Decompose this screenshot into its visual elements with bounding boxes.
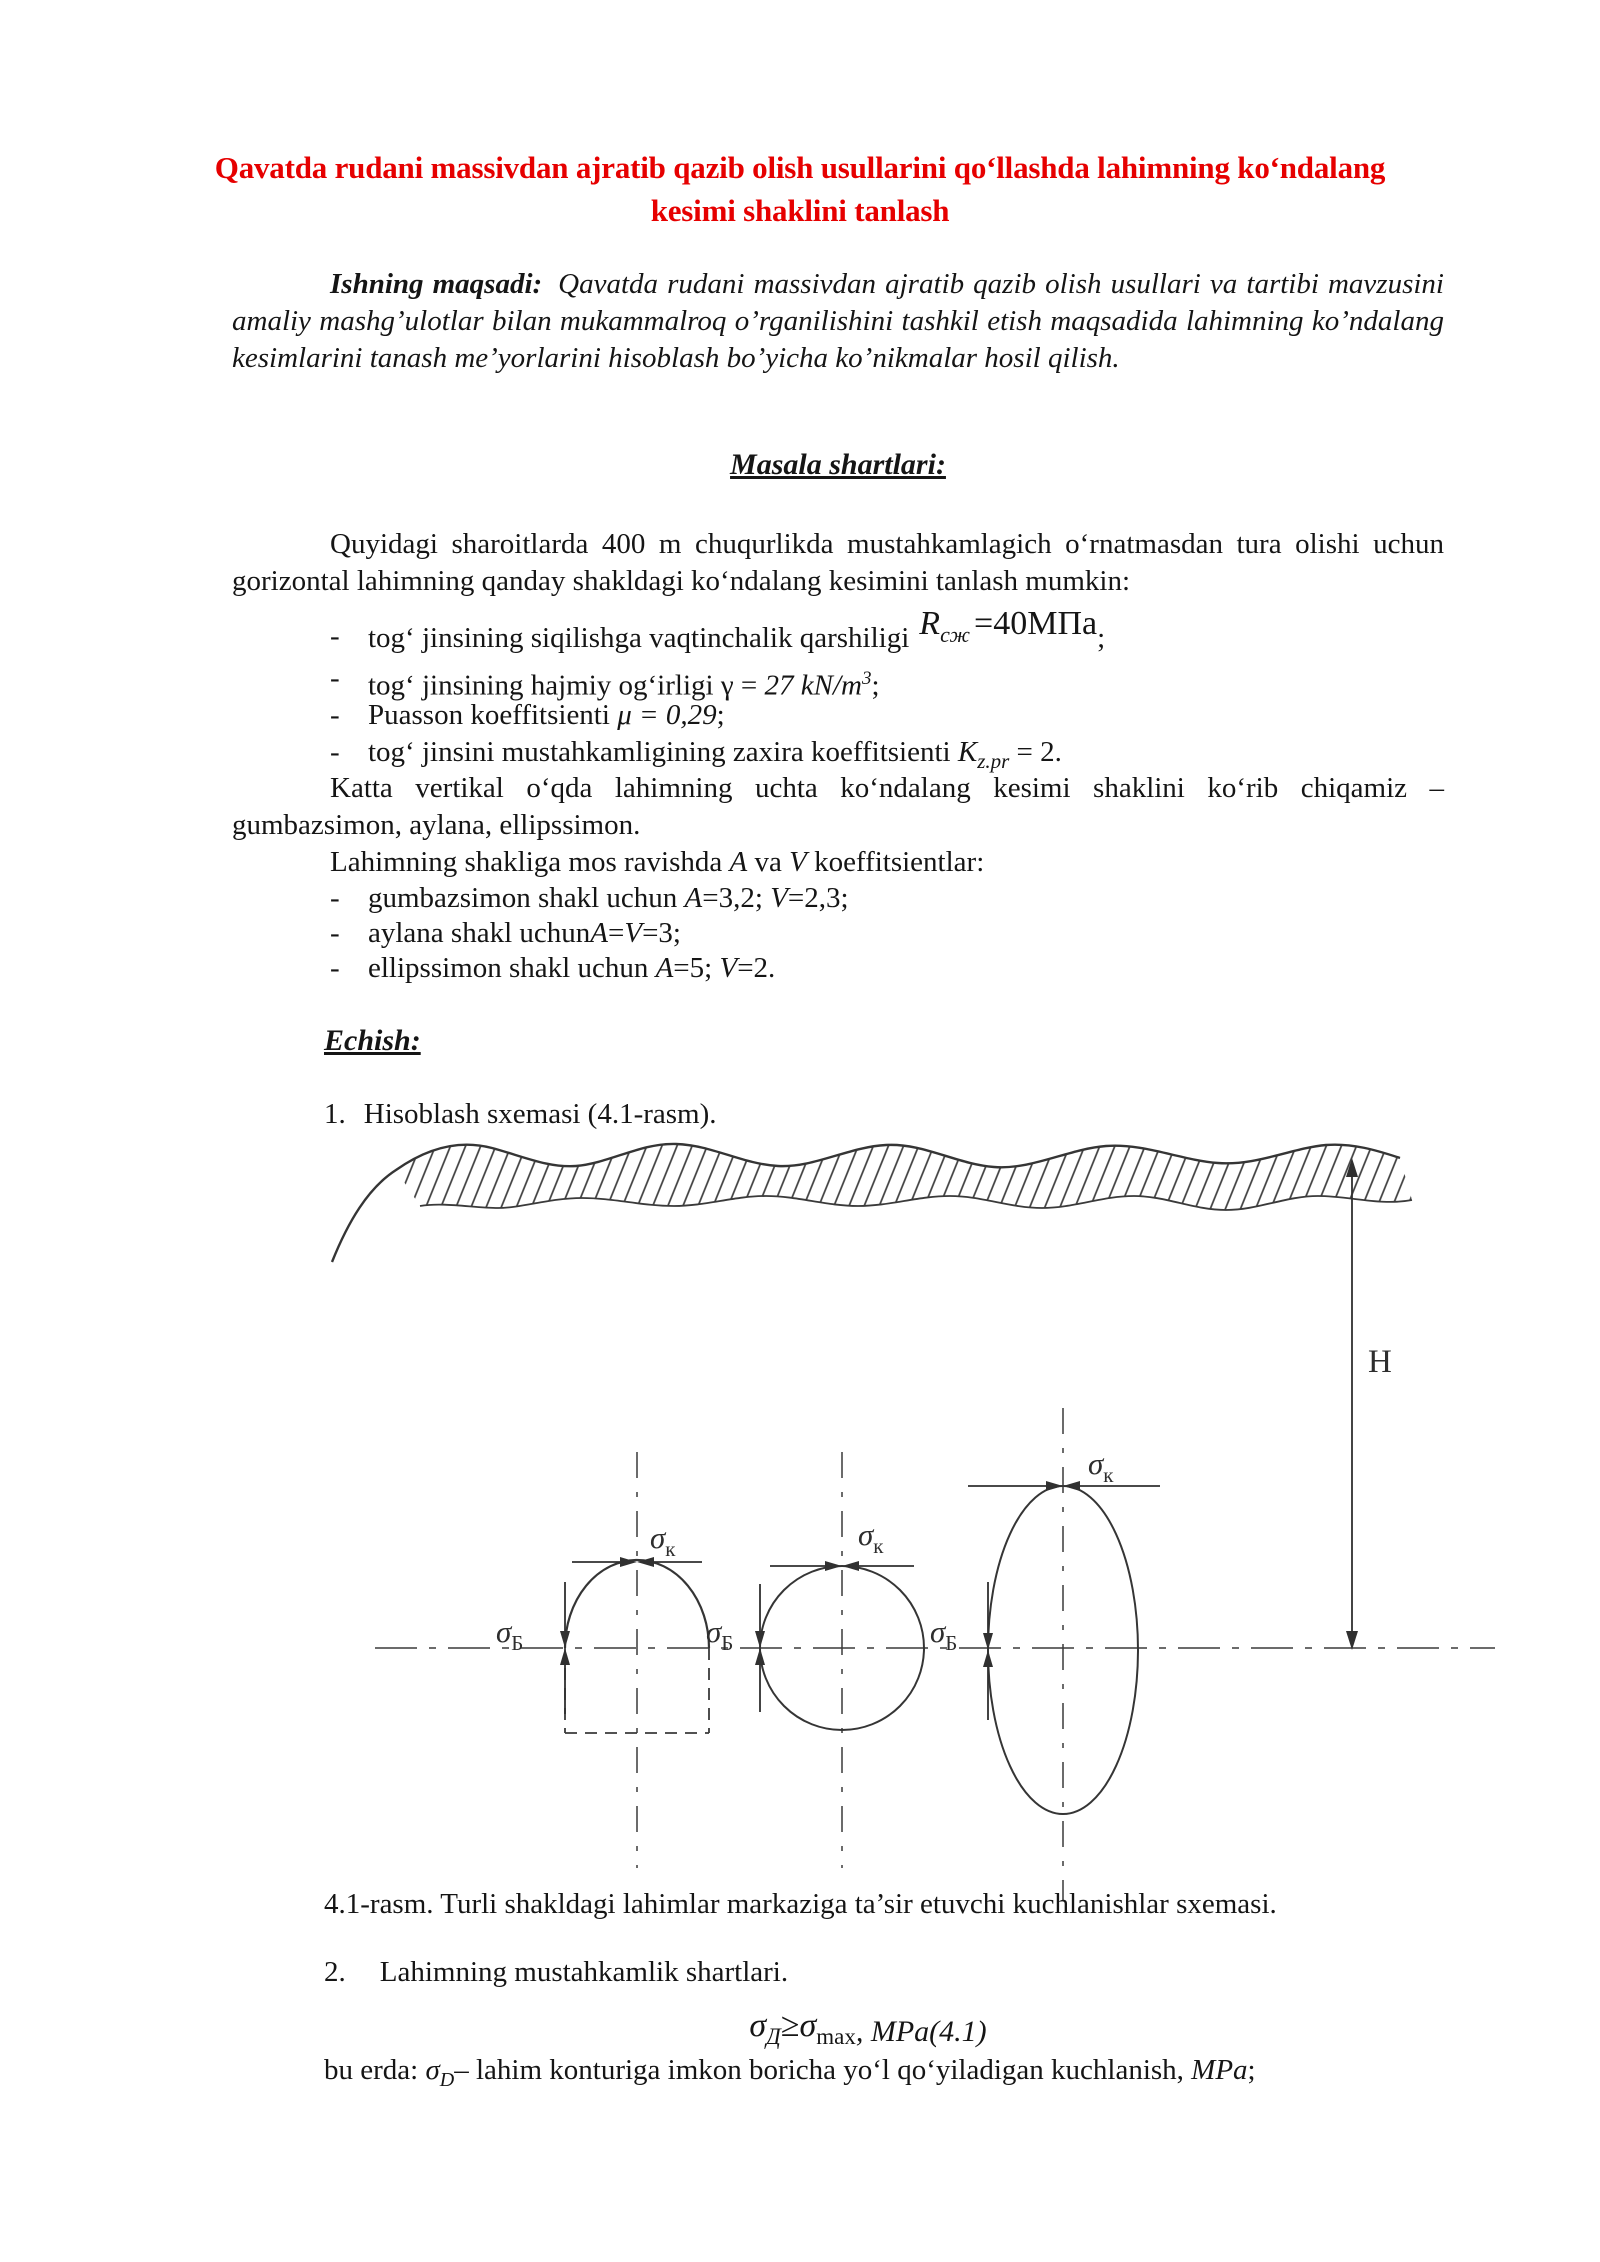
where-sigma: σ [425,2054,440,2086]
shape-item-3-A: A [655,952,674,984]
shape-item-2 [232,915,1444,952]
page-title-line2: kesimi shaklini tanlash [650,193,950,228]
formula-K: K [957,736,978,768]
conditions-intro: Quyidagi sharoitlarda 400 m chuqurlikda mustahkamlagich o‘rnatmasdan tura olishi uchun gorizontal lahimning qanday shakldagi ko‘ndalang kesimini tanlash mumkin: [232,528,1444,597]
formula-sigma-max: σ [799,2007,817,2044]
shape-item-3-V: V [719,952,738,984]
shape-item-1-text: gumbazsimon shakl uchun [368,882,685,914]
strength-formula [232,2004,1474,2059]
dome-sigma-k-label: $\sigma_к$ [650,1520,676,1561]
shape-item-2-A: A [590,917,608,949]
condition-item-4-punct: = 2. [1009,736,1062,768]
figure-4-1 [0,1125,1600,1915]
shape-item-2-text: aylana shakl uchun [368,917,591,949]
where-punct: ; [1247,2054,1256,2086]
condition-item-3-value: μ = 0,29 [617,699,717,731]
coefficients-post: koeffitsientlar: [806,846,985,878]
bullet-dash: - [330,917,340,949]
shape-item-1-v1: =3,2; [702,882,771,914]
bullet-dash: - [330,662,340,694]
step-1-number: 1. [324,1098,346,1130]
rszh-formula [919,605,1097,653]
condition-item-3-text: Puasson koeffitsienti [368,699,618,731]
page-title [0,146,1600,232]
shape-item-1 [232,880,1444,917]
bullet-dash: - [330,699,340,731]
formula-sigma-d-sub: Д [766,2023,781,2049]
coeff-A: A [729,846,748,878]
formula-units: , MPa(4.1) [855,2015,987,2048]
page-title-line1: Qavatda rudani massivdan ajratib qazib olish usullarini qo‘llashda lahimning ko‘ndalang [214,150,1386,185]
shape-item-3-v2: =2. [737,952,776,984]
condition-item-2-sup: 3 [861,668,872,689]
conditions-heading: Masala shartlari: [730,448,946,481]
shape-item-2-v2: =3; [642,917,681,949]
step-2-line [232,1954,1444,1991]
where-sigma-sub: D [439,2068,455,2091]
condition-item-3-punct: ; [716,699,725,731]
formula-R-subscript: сж [940,621,971,647]
condition-item-2-punct: ; [871,669,880,702]
dome-sigma-b-label: $\sigma_Б$ [496,1614,524,1655]
ellipse-sigma-k-label: $\sigma_к$ [1088,1446,1114,1487]
ellipse-sigma-b-label: $\sigma_Б$ [930,1614,958,1655]
shapes-paragraph: Katta vertikal o‘qda lahimning uchta ko‘ndalang kesimi shaklini ko‘rib chiqamiz – gumbazsimon, aylana, ellipssimon. [232,772,1444,841]
formula-geq: ≥ [780,2007,800,2044]
bullet-dash: - [330,620,340,652]
step-2-text: Lahimning mustahkamlik shartlari. [379,1956,789,1988]
formula-sigma-max-sub: max [816,2023,856,2049]
shape-item-3-v1: =5; [673,952,720,984]
formula-sigma-d: σ [749,2007,767,2044]
purpose-text: Qavatda rudani massivdan ajratib qazib olish usullari va tartibi mavzusini amaliy mashg’ulotlar bilan mukammalroq o’rganilishini tashkil etish maqsadida lahimning ko’ndalang kesimlarini tanash me’yorlarini hisoblash bo’yicha ko’nikmalar hosil qilish. [232,268,1444,374]
condition-item-3 [232,697,1444,734]
where-line [232,2052,1444,2099]
purpose-paragraph [232,266,1444,377]
solution-heading: Echish: [324,1024,421,1057]
formula-R: R [919,605,941,642]
condition-item-4-text: tog‘ jinsini mustahkamligining zaxira koeffitsienti [368,736,958,768]
shape-item-1-A: A [684,882,703,914]
bullet-dash: - [330,952,340,984]
condition-item-2-value: 27 kN/m [764,669,862,702]
dome-sigma-k-arrows [572,1557,702,1567]
coefficients-pre: Lahimning shakliga mos ravishda [330,846,730,878]
bullet-dash: - [330,882,340,914]
where-unit: MPa [1191,2054,1248,2086]
coefficients-line [232,844,1444,881]
formula-K-subscript: z.pr [977,748,1010,773]
step-2-number: 2. [324,1956,346,1988]
formula-R-value: =40МПа [974,605,1098,642]
shape-item-3-text: ellipssimon shakl uchun [368,952,656,984]
circle-sigma-k-arrows [770,1561,914,1571]
purpose-label: Ishning maqsadi: [330,268,543,300]
condition-item-2-text: tog‘ jinsining hajmiy og‘irligi γ = [368,669,765,702]
where-mid: – lahim konturiga imkon boricha yo‘l qo‘yiladigan kuchlanish, [454,2054,1192,2086]
condition-item-1-punct: ; [1097,622,1106,654]
coeff-V: V [789,846,807,878]
shape-item-2-v1: = [607,917,625,949]
coefficients-mid: va [747,846,790,878]
condition-item-1 [232,605,1444,666]
shape-item-3 [232,950,1444,987]
bullet-dash: - [330,736,340,768]
circle-sigma-k-label: $\sigma_к$ [858,1517,884,1558]
step-1-text: Hisoblash sxemasi (4.1-rasm). [363,1098,717,1130]
figure-caption [232,1886,1444,1923]
shape-item-2-V: V [624,917,643,949]
ellipse-sigma-k-arrows [968,1481,1160,1491]
depth-dimension [1346,1158,1358,1650]
depth-label: H [1368,1344,1392,1380]
circle-sigma-b-label: $\sigma_Б$ [706,1614,734,1655]
figure-caption-text: 4.1-rasm. Turli shakldagi lahimlar markaziga ta’sir etuvchi kuchlanishlar sxemasi. [324,1888,1277,1920]
where-pre: bu erda: [324,2054,426,2086]
condition-item-1-text: tog‘ jinsining siqilishga vaqtinchalik qarshiligi [368,622,910,654]
shape-item-1-V: V [770,882,788,914]
shape-item-1-v2: =2,3; [787,882,849,914]
